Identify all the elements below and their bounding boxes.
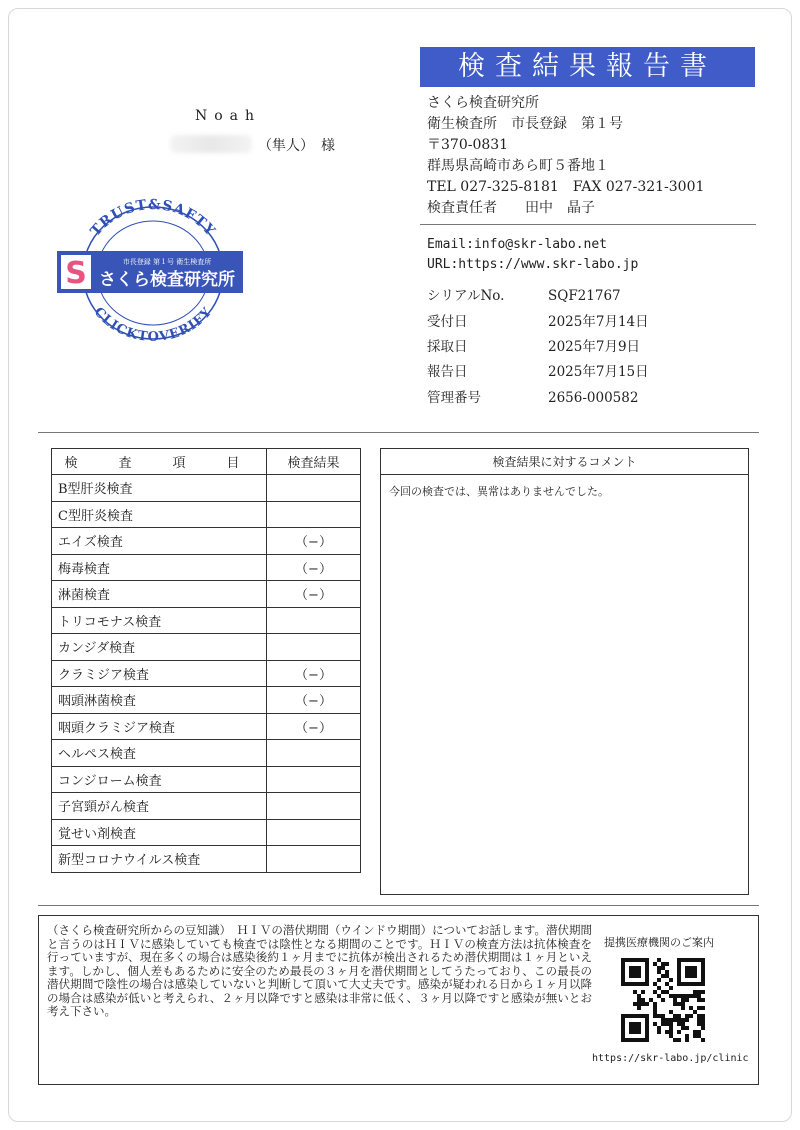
divider-bottom xyxy=(38,905,759,906)
test-item: カンジダ検査 xyxy=(52,634,267,661)
seal-top-text: TRUST&SAFTY xyxy=(87,196,219,240)
lab-registration: 衛生検査所 市長登録 第１号 xyxy=(427,116,623,132)
info-row-received xyxy=(427,310,649,330)
test-result xyxy=(267,740,361,767)
info-label: シリアルNo. xyxy=(427,288,505,304)
lab-phone-fax: TEL 027-325-8181 FAX 027-321-3001 xyxy=(427,179,705,195)
table-row xyxy=(52,660,361,687)
info-value: 2656-000582 xyxy=(548,390,639,406)
test-result: （−） xyxy=(267,581,361,608)
info-row-management xyxy=(427,386,638,406)
contact-url[interactable]: URL:https://www.skr-labo.jp xyxy=(427,257,639,272)
partner-label: 提携医療機関のご案内 xyxy=(604,936,714,949)
test-result xyxy=(267,793,361,820)
test-result: （−） xyxy=(267,687,361,714)
test-result: （−） xyxy=(267,660,361,687)
table-row xyxy=(52,713,361,740)
report-title: 検査結果報告書 xyxy=(420,47,755,87)
results-table xyxy=(51,448,361,873)
test-item: ヘルペス検査 xyxy=(52,740,267,767)
table-row xyxy=(52,607,361,634)
comment-header: 検査結果に対するコメント xyxy=(381,449,748,475)
table-row xyxy=(52,554,361,581)
info-label: 管理番号 xyxy=(427,390,481,406)
divider-middle xyxy=(38,432,759,433)
lab-postal: 〒370-0831 xyxy=(427,137,509,153)
test-item: 新型コロナウイルス検査 xyxy=(52,846,267,873)
table-row xyxy=(52,475,361,502)
partner-url[interactable]: https://skr-labo.jp/clinic xyxy=(592,1053,749,1064)
redacted-name xyxy=(170,135,252,153)
qr-code-icon[interactable] xyxy=(621,958,705,1042)
contact-email[interactable]: Email:info@skr-labo.net xyxy=(427,237,608,252)
test-result xyxy=(267,607,361,634)
test-result xyxy=(267,634,361,661)
table-row xyxy=(52,793,361,820)
lab-address: 群馬県高崎市あら町５番地１ xyxy=(427,158,609,174)
test-item: 咽頭クラミジア検査 xyxy=(52,713,267,740)
test-item: 咽頭淋菌検査 xyxy=(52,687,267,714)
table-row xyxy=(52,501,361,528)
test-result: （−） xyxy=(267,713,361,740)
results-header-row xyxy=(52,449,361,475)
seal-bottom-text: CLICKTOVERIFY xyxy=(90,304,216,345)
info-row-reported xyxy=(427,360,649,380)
test-item: トリコモナス検査 xyxy=(52,607,267,634)
lab-info xyxy=(427,93,704,219)
table-row xyxy=(52,687,361,714)
info-label: 採取日 xyxy=(427,339,468,355)
test-item: エイズ検査 xyxy=(52,528,267,555)
test-result: （−） xyxy=(267,528,361,555)
test-item: 淋菌検査 xyxy=(52,581,267,608)
contact-info xyxy=(427,235,638,275)
info-value: SQF21767 xyxy=(548,288,621,304)
test-item: コンジローム検査 xyxy=(52,766,267,793)
table-row xyxy=(52,528,361,555)
test-result xyxy=(267,819,361,846)
comment-box xyxy=(380,448,749,895)
info-value: 2025年7月9日 xyxy=(548,339,641,355)
info-label: 報告日 xyxy=(427,364,468,380)
test-item: C型肝炎検査 xyxy=(52,501,267,528)
test-item: 覚せい剤検査 xyxy=(52,819,267,846)
test-item: 梅毒検査 xyxy=(52,554,267,581)
verification-seal[interactable] xyxy=(55,195,245,345)
test-result xyxy=(267,846,361,873)
table-row xyxy=(52,740,361,767)
seal-banner-main: さくら検査研究所 xyxy=(99,270,235,290)
lab-name: さくら検査研究所 xyxy=(427,95,539,111)
lab-director: 検査責任者 田中 晶子 xyxy=(427,200,595,216)
info-row-serial xyxy=(427,284,621,304)
info-label: 受付日 xyxy=(427,314,468,330)
info-value: 2025年7月14日 xyxy=(548,314,649,330)
test-item: 子宮頸がん検査 xyxy=(52,793,267,820)
header-result: 検査結果 xyxy=(267,449,361,475)
table-row xyxy=(52,766,361,793)
test-result xyxy=(267,501,361,528)
info-row-collected xyxy=(427,335,640,355)
table-row xyxy=(52,634,361,661)
test-result xyxy=(267,475,361,502)
table-row xyxy=(52,581,361,608)
table-row xyxy=(52,819,361,846)
divider-top-right xyxy=(420,224,756,225)
test-result: （−） xyxy=(267,554,361,581)
trivia-text: （さくら検査研究所からの豆知識） ＨＩＶの潜伏期間（ウインドウ期間）についてお話します。潜伏期間と言うのはＨＩＶに感染していても検査では陰性となる期間のことです。ＨＩＶの検査方法は抗体検査を行っていますが、現在多くの場合は感染後約１ヶ月までに抗体が検出されるため潜伏期間は１ヶ月といえます。しかし、個人差もあるために安全のため最長の３ヶ月を潜伏期間としてうたっており、この最長の潜伏期間で陰性の場合は感染していないと判断して頂いて大丈夫です。感染が疑われる日から１ヶ月以降の場合は感染が低いと考えられ、２ヶ月以降ですと感染は非常に低く、３ヶ月以降ですと感染が無いとお考え下さい。 xyxy=(47,923,592,1018)
trivia-box xyxy=(38,915,759,1085)
recipient-name: Noah xyxy=(195,108,262,124)
test-item: クラミジア検査 xyxy=(52,660,267,687)
seal-banner-small: 市長登録 第１号 衛生検査所 xyxy=(122,258,212,266)
seal-logo-icon: S xyxy=(65,256,87,291)
test-result xyxy=(267,766,361,793)
comment-text: 今回の検査では、異常はありませんでした。 xyxy=(389,485,609,498)
header-item: 検 査 項 目 xyxy=(52,449,267,475)
recipient-suffix: （隼人） 様 xyxy=(258,138,335,154)
table-row xyxy=(52,846,361,873)
test-item: B型肝炎検査 xyxy=(52,475,267,502)
info-value: 2025年7月15日 xyxy=(548,364,649,380)
